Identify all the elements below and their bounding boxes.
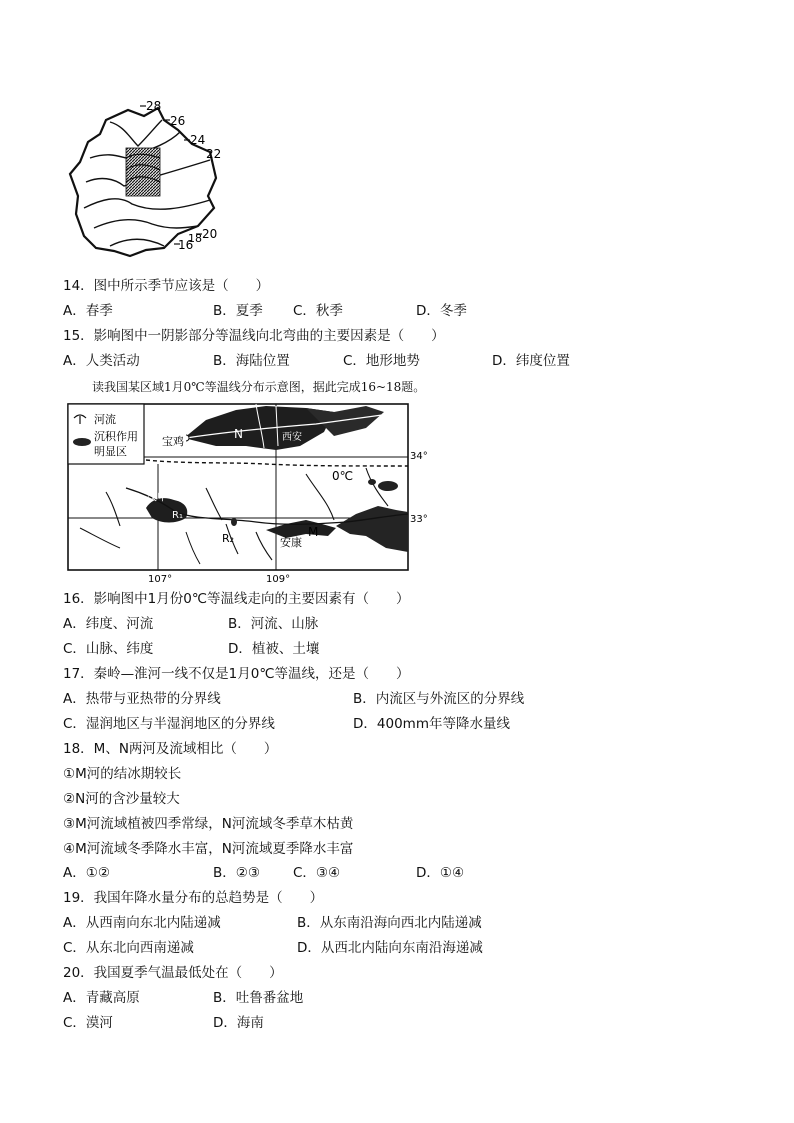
- isoline: [94, 220, 198, 228]
- isoline: [110, 120, 162, 146]
- question-17-stem: 17．秦岭—淮河一线不仅是1月0℃等温线，还是（ ）: [63, 666, 410, 682]
- question-15-option-b[interactable]: B．海陆位置: [213, 353, 290, 369]
- city-label-ankang: 安康: [280, 536, 302, 549]
- longitude-label-109: 109°: [266, 574, 291, 584]
- question-19-option-a[interactable]: A．从西南向东北内陆递减: [63, 915, 221, 931]
- isotherm-label-0c: 0℃: [332, 469, 354, 483]
- regional-isotherm-map: [66, 402, 436, 584]
- isotherm-label: 18: [188, 232, 202, 245]
- question-16-option-a[interactable]: A．纬度、河流: [63, 616, 154, 632]
- isoline: [84, 199, 210, 209]
- question-18-option-a[interactable]: A．①②: [63, 865, 110, 881]
- river-label-r1: R₁: [172, 510, 183, 521]
- question-17-option-d[interactable]: D．400mm年等降水量线: [353, 716, 510, 732]
- question-14-option-c[interactable]: C．秋季: [293, 303, 343, 319]
- question-18-stem: 18．M、N两河及流域相比（ ）: [63, 741, 278, 757]
- city-label-baoji: 宝鸡: [162, 435, 184, 448]
- question-18-statement-3: ③M河流域植被四季常绿，N河流域冬季草木枯黄: [63, 816, 354, 832]
- latitude-label-33: 33°: [410, 514, 428, 525]
- question-14-option-a[interactable]: A．春季: [63, 303, 113, 319]
- question-17-option-b[interactable]: B．内流区与外流区的分界线: [353, 691, 525, 707]
- question-17-option-a[interactable]: A．热带与亚热带的分界线: [63, 691, 221, 707]
- legend-river-label: 河流: [94, 413, 116, 426]
- question-19-option-c[interactable]: C．从东北向西南递减: [63, 940, 194, 956]
- legend-sediment-label-2: 明显区: [94, 445, 127, 458]
- question-20-option-c[interactable]: C．漠河: [63, 1015, 113, 1031]
- isotherm-label: 16: [178, 238, 194, 252]
- question-15-stem: 15．影响图中一阴影部分等温线向北弯曲的主要因素是（ ）: [63, 328, 445, 344]
- city-label-xian: 西安: [282, 432, 302, 443]
- question-20-option-a[interactable]: A．青藏高原: [63, 990, 140, 1006]
- question-16-option-b[interactable]: B．河流、山脉: [228, 616, 319, 632]
- legend-sediment-label: 沉积作用: [94, 430, 138, 443]
- question-19-option-d[interactable]: D．从西北内陆向东南沿海递减: [297, 940, 483, 956]
- river-label-m: M: [308, 525, 319, 539]
- question-16-stem: 16．影响图中1月份0℃等温线走向的主要因素有（ ）: [63, 591, 410, 607]
- question-14-option-b[interactable]: B．夏季: [213, 303, 263, 319]
- question-18-statement-2: ②N河的含沙量较大: [63, 791, 180, 807]
- isotherm-label: 22: [206, 147, 222, 161]
- isotherm-map-figure: [66, 96, 266, 266]
- instruction-16-18: 读我国某区域1月0℃等温线分布示意图，据此完成16~18题。: [92, 380, 426, 394]
- sediment-legend-icon: [73, 438, 91, 446]
- question-20-option-d[interactable]: D．海南: [213, 1015, 264, 1031]
- question-14-stem: 14．图中所示季节应该是（ ）: [63, 278, 270, 294]
- isoline: [110, 239, 164, 246]
- question-20-stem: 20．我国夏季气温最低处在（ ）: [63, 965, 283, 981]
- question-18-statement-4: ④M河流域冬季降水丰富，N河流域夏季降水丰富: [63, 841, 354, 857]
- question-15-option-d[interactable]: D．纬度位置: [492, 353, 570, 369]
- question-16-option-d[interactable]: D．植被、土壤: [228, 641, 320, 657]
- question-15-option-c[interactable]: C．地形地势: [343, 353, 420, 369]
- river-label-n: N: [234, 427, 243, 441]
- question-18-statement-1: ①M河的结冰期较长: [63, 766, 182, 782]
- isotherm-label: 24: [190, 133, 206, 147]
- question-16-option-c[interactable]: C．山脉、纬度: [63, 641, 154, 657]
- river-label-r2: R₂: [222, 532, 235, 545]
- question-14-option-d[interactable]: D．冬季: [416, 303, 467, 319]
- question-19-option-b[interactable]: B．从东南沿海向西北内陆递减: [297, 915, 482, 931]
- latitude-label-34: 34°: [410, 451, 428, 462]
- city-label-hanzhong: 汉中: [146, 490, 168, 503]
- question-17-option-c[interactable]: C．湿润地区与半湿润地区的分界线: [63, 716, 275, 732]
- question-18-option-b[interactable]: B．②③: [213, 865, 260, 881]
- question-18-option-d[interactable]: D．①④: [416, 865, 465, 881]
- isotherm-label: 26: [170, 114, 186, 128]
- question-20-option-b[interactable]: B．吐鲁番盆地: [213, 990, 304, 1006]
- longitude-label-107: 107°: [148, 574, 173, 584]
- question-18-option-c[interactable]: C．③④: [293, 865, 341, 881]
- isotherm-label: 20: [202, 227, 218, 241]
- isotherm-label: 28: [146, 99, 162, 113]
- question-15-option-a[interactable]: A．人类活动: [63, 353, 140, 369]
- question-19-stem: 19．我国年降水量分布的总趋势是（ ）: [63, 890, 324, 906]
